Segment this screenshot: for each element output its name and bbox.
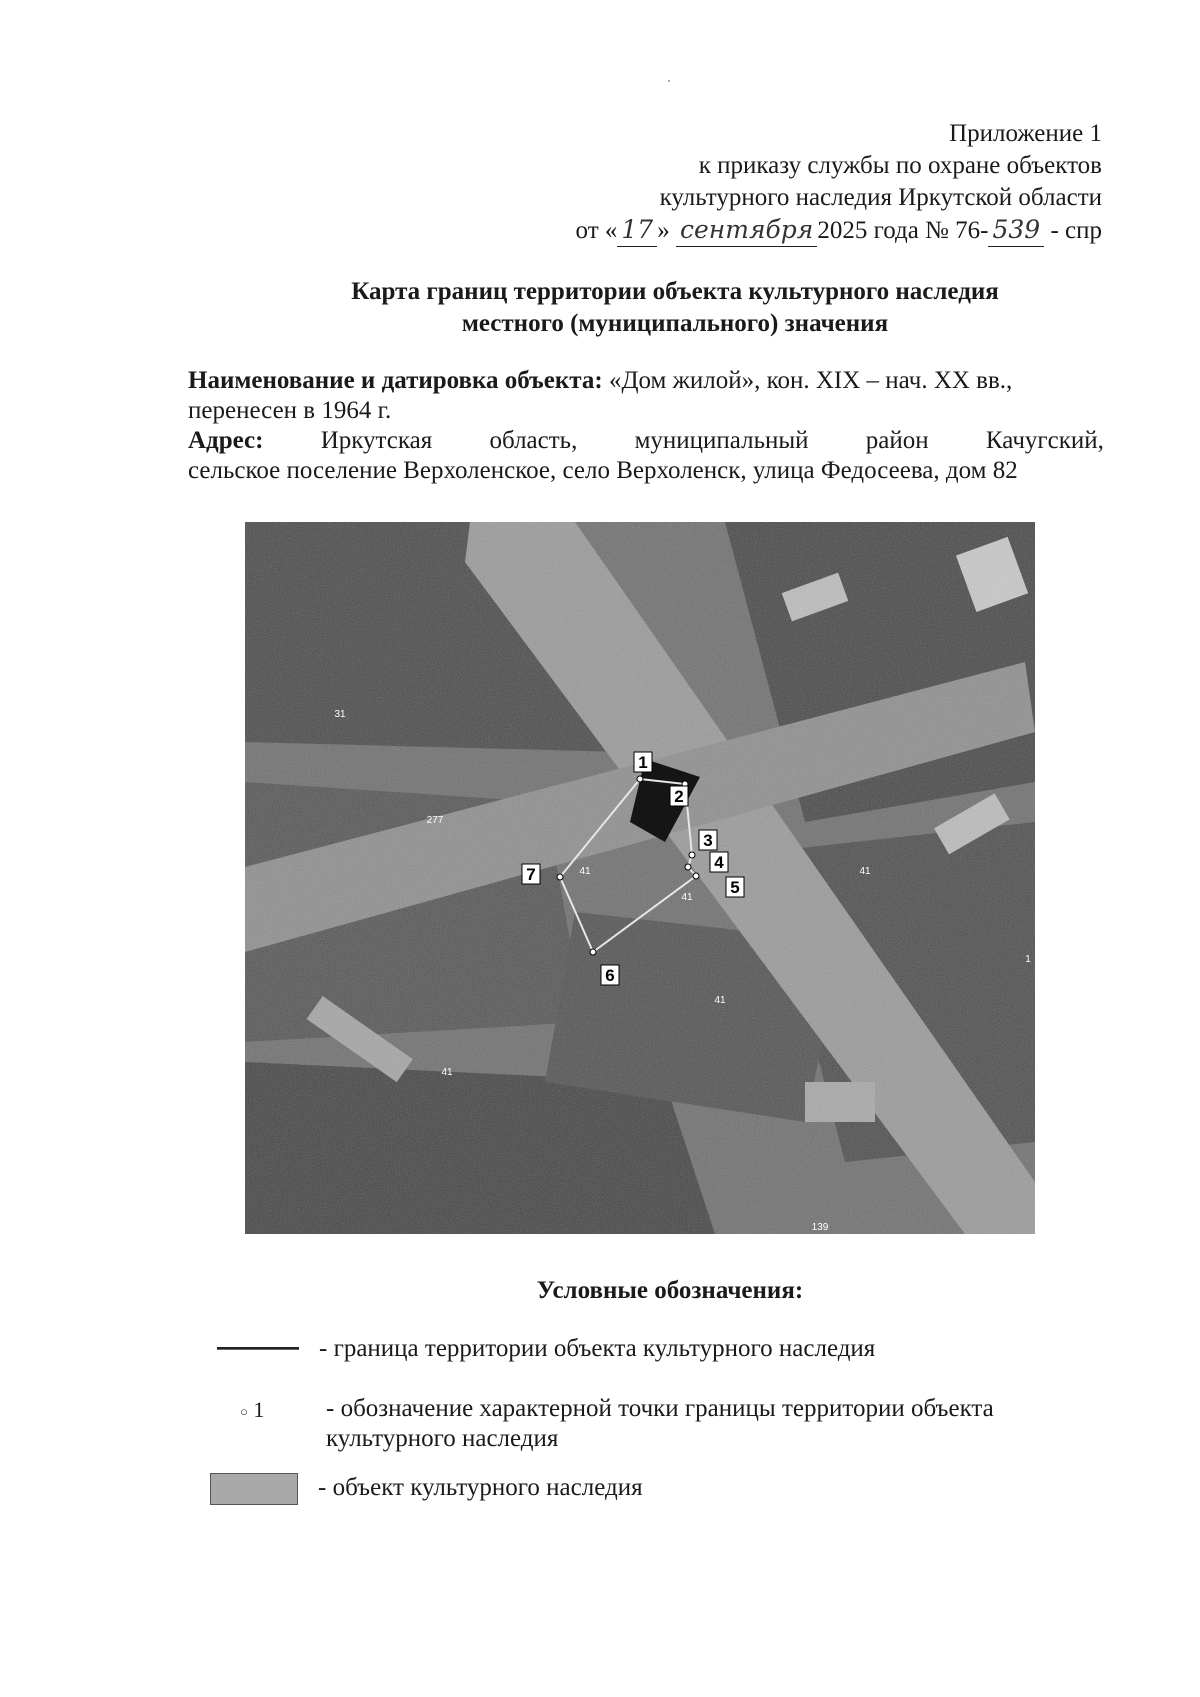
point-label-7: [522, 864, 540, 884]
appendix-line2: к приказу службы по охране объектов: [698, 152, 1102, 179]
parcel-label: 41: [681, 892, 693, 903]
scan-speck: [668, 80, 670, 82]
aerial-map: [245, 522, 1035, 1234]
parcel-label: 41: [714, 995, 726, 1006]
object-name-cont: перенесен в 1964 г.: [188, 397, 392, 424]
point-symbol: ○ 1: [240, 1397, 265, 1422]
parcel-label: 1: [1025, 954, 1031, 965]
point-label-1: [634, 752, 652, 772]
object-address-cont: сельское поселение Верхоленское, село Верхоленск, улица Федосеева, дом 82: [188, 457, 1018, 484]
svg-text:5: 5: [730, 878, 740, 897]
legend-area-desc: - объект культурного наследия: [318, 1474, 643, 1501]
boundary-point: [689, 852, 695, 858]
point-label-3: [699, 830, 717, 850]
boundary-point: [693, 873, 699, 879]
parcel-label: 31: [334, 709, 346, 720]
object-info: [188, 366, 1104, 486]
document-title: Карта границ территории объекта культурного наследия местного (муниципального) значения: [351, 278, 999, 337]
parcel-label: 41: [859, 866, 871, 877]
boundary-point: [637, 776, 643, 782]
legend-point-desc: - обозначение характерной точки границы территории объекта культурного наследия: [326, 1395, 994, 1452]
appendix-number: Приложение 1: [949, 120, 1102, 147]
point-label-5: [726, 877, 744, 897]
appendix-header: [576, 118, 1102, 247]
heritage-area-symbol: [210, 1473, 298, 1505]
boundary-point: [685, 864, 691, 870]
boundary-point: [557, 874, 563, 880]
parcel-label: 277: [426, 815, 444, 826]
point-label-2: [670, 786, 688, 806]
svg-text:3: 3: [703, 831, 713, 850]
object-address: Адрес: Иркутская область, муниципальный район Качугский,: [188, 427, 1104, 454]
handwritten-order-number: 539: [988, 214, 1044, 247]
appendix-line3: культурного наследия Иркутской области: [659, 184, 1102, 211]
point-label-6: [601, 965, 619, 985]
parcel-label: 41: [579, 866, 591, 877]
svg-text:2: 2: [674, 787, 684, 806]
svg-text:6: 6: [605, 966, 615, 985]
handwritten-day: 17: [617, 214, 657, 247]
parcel-label: 41: [441, 1067, 453, 1078]
legend-boundary-desc: - граница территории объекта культурного наследия: [319, 1335, 876, 1362]
boundary-line-symbol: [217, 1347, 299, 1350]
svg-text:4: 4: [714, 853, 724, 872]
legend-title: Условные обозначения:: [536, 1277, 804, 1304]
object-name: Наименование и датировка объекта: «Дом жилой», кон. XIX – нач. XX вв.,: [188, 367, 1013, 394]
order-date-line: от « 17 » сентября 2025 года № 76- 539 - спр: [576, 214, 1102, 247]
svg-text:1: 1: [638, 753, 648, 772]
svg-text:7: 7: [526, 865, 536, 884]
boundary-point: [590, 949, 596, 955]
parcel-label: 139: [811, 1222, 829, 1233]
handwritten-month: сентября: [676, 214, 817, 247]
point-circle-icon: ○: [240, 1403, 248, 1419]
point-label-4: [710, 852, 728, 872]
